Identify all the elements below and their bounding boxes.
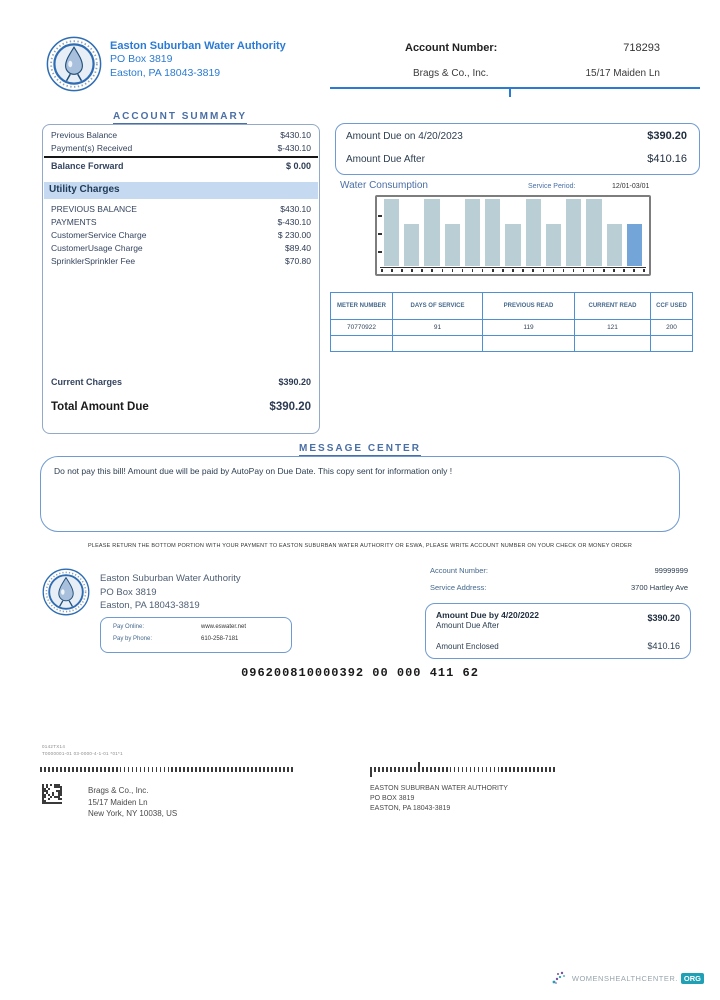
- message-text: Do not pay this bill! Amount due will be paid by AutoPay on Due Date. This copy sent for information only !: [54, 466, 453, 476]
- amount-due-value: $390.20: [647, 130, 687, 142]
- row-label: SprinklerSprinkler Fee: [51, 256, 136, 266]
- chart-bar: [465, 199, 480, 266]
- chart-bar: [607, 224, 622, 266]
- row-label: Balance Forward: [51, 161, 124, 171]
- meter-readings-table: [330, 292, 693, 352]
- customer-address: 15/17 Maiden Ln: [585, 68, 660, 79]
- remit-company-name: Easton Suburban Water Authority: [100, 573, 241, 584]
- row-label: PREVIOUS BALANCE: [51, 204, 137, 214]
- utility-charges-header: Utility Charges: [49, 184, 120, 195]
- intelligent-mail-barcode: [40, 762, 306, 777]
- sender-line1: PO BOX 3819: [370, 795, 415, 802]
- charge-row: [51, 243, 311, 253]
- row-label: Current Charges: [51, 377, 123, 387]
- chart-plot-area: [384, 199, 642, 266]
- mail-meta-line1: 0142TX14: [42, 744, 66, 749]
- row-value: $ 0.00: [285, 161, 311, 171]
- row-value: $390.20: [269, 401, 311, 413]
- cell-previous-read: [483, 336, 575, 352]
- pay-phone-label: Pay by Phone:: [113, 636, 153, 642]
- intelligent-mail-barcode: [370, 762, 566, 777]
- row-value: $70.80: [285, 256, 311, 266]
- col-header: METER NUMBER: [331, 293, 393, 320]
- account-number-value: 718293: [623, 42, 660, 54]
- cell-ccf-used: [651, 336, 693, 352]
- amount-due-box: [335, 123, 700, 175]
- summary-row: [51, 130, 311, 140]
- company-address1: PO Box 3819: [110, 53, 173, 65]
- datamatrix-code: [42, 784, 62, 804]
- sender-line2: EASTON, PA 18043-3819: [370, 805, 451, 812]
- cell-previous-read: 119: [483, 320, 575, 336]
- amount-due-after-value: $410.16: [647, 153, 687, 165]
- watermark-dots-icon: [551, 970, 569, 986]
- chart-bar: [485, 199, 500, 266]
- cell-ccf-used: 200: [651, 320, 693, 336]
- remit-address1: PO Box 3819: [100, 586, 157, 598]
- due-after-label: Amount Due After: [436, 621, 500, 630]
- balance-forward-row: [51, 161, 311, 171]
- sender-address-block: [370, 784, 508, 814]
- chart-bar: [445, 224, 460, 266]
- cell-meter-number: 70770922: [331, 320, 393, 336]
- pay-online-label: Pay Online:: [113, 624, 145, 630]
- chart-bar: [566, 199, 581, 266]
- chart-bar: [546, 224, 561, 266]
- chart-bar: [586, 199, 601, 266]
- sender-name: EASTON SUBURBAN WATER AUTHORITY: [370, 785, 508, 792]
- ocr-scan-line: 096200810000392 00 000 411 62: [241, 666, 479, 680]
- chart-bar: [424, 199, 439, 266]
- message-center-box: [40, 456, 680, 532]
- cell-meter-number: [331, 336, 393, 352]
- chart-bar: [404, 224, 419, 266]
- pay-options-box: [100, 617, 292, 653]
- chart-x-ticks: [381, 269, 645, 273]
- charge-row: [51, 204, 311, 214]
- cell-current-read: [575, 336, 651, 352]
- watermark: [551, 970, 704, 986]
- cell-days-of-service: 91: [393, 320, 483, 336]
- mail-meta-line2: T0000001-01 03-0000-4-1-01 *01*1: [42, 751, 123, 756]
- total-due-row: [51, 401, 311, 413]
- remit-address2: Easton, PA 18043-3819: [100, 600, 200, 611]
- chart-bar: [384, 199, 399, 266]
- summary-divider: [44, 156, 318, 158]
- table-row: [331, 336, 693, 352]
- table-row: [331, 320, 693, 336]
- recipient-line1: 15/17 Maiden Ln: [88, 797, 148, 807]
- service-address-label: Service Address:: [430, 583, 487, 592]
- company-logo-icon: [46, 36, 102, 92]
- account-number-label: Account Number:: [405, 42, 498, 54]
- header-divider-tick: [509, 88, 511, 97]
- cell-days-of-service: [393, 336, 483, 352]
- cell-current-read: 121: [575, 320, 651, 336]
- service-period-label: Service Period:: [528, 183, 576, 190]
- row-value: $430.10: [280, 130, 311, 140]
- due-value: $390.20: [647, 613, 680, 623]
- col-header: DAYS OF SERVICE: [393, 293, 483, 320]
- col-header: CCF USED: [651, 293, 693, 320]
- remit-account-number-label: Account Number:: [430, 566, 488, 575]
- amount-due-after-label: Amount Due After: [346, 154, 425, 165]
- account-summary-title: ACCOUNT SUMMARY: [112, 111, 248, 122]
- row-label: Previous Balance: [51, 130, 118, 140]
- remit-company-block: [100, 572, 241, 613]
- chart-bar: [505, 224, 520, 266]
- amount-due-label: Amount Due on 4/20/2023: [346, 131, 463, 142]
- account-summary-box: [42, 124, 320, 434]
- col-header: PREVIOUS READ: [483, 293, 575, 320]
- company-logo-small-icon: [42, 568, 90, 616]
- chart-bar: [526, 199, 541, 266]
- company-address2: Easton, PA 18043-3819: [110, 67, 221, 79]
- return-portion-notice: PLEASE RETURN THE BOTTOM PORTION WITH YOUR PAYMENT TO EASTON SUBURBAN WATER AUTHORITY OR ESWA, PLEASE WRITE ACCOUNT NUMBER ON YOUR CHECK OR MONEY ORDER: [87, 543, 633, 549]
- water-consumption-chart: [375, 195, 651, 276]
- customer-name: Brags & Co., Inc.: [413, 68, 489, 79]
- current-charges-row: [51, 377, 311, 387]
- summary-row: [51, 143, 311, 153]
- service-address-value: 3700 Hartley Ave: [631, 583, 688, 592]
- amount-enclosed-label: Amount Enclosed: [436, 642, 499, 651]
- recipient-address-block: [88, 785, 177, 820]
- watermark-text: WOMENSHEALTHCENTER.: [571, 973, 678, 983]
- company-address-block: [110, 40, 286, 80]
- row-label: CustomerUsage Charge: [51, 243, 143, 253]
- recipient-line2: New York, NY 10038, US: [88, 809, 178, 818]
- row-value: $-430.10: [277, 143, 311, 153]
- message-center-title: MESSAGE CENTER: [299, 443, 421, 454]
- header-divider: [330, 87, 700, 89]
- charge-row: [51, 256, 311, 266]
- utility-charges-band: [44, 182, 318, 199]
- table-header-row: [331, 293, 693, 320]
- row-value: $-430.10: [277, 217, 311, 227]
- row-value: $390.20: [278, 377, 311, 387]
- amount-due-stub-box: [425, 603, 691, 659]
- charge-row: [51, 230, 311, 240]
- row-value: $430.10: [280, 204, 311, 214]
- charge-row: [51, 217, 311, 227]
- recipient-name: Brags & Co., Inc.: [88, 786, 149, 795]
- row-value: $ 230.00: [277, 230, 311, 240]
- service-period-value: 12/01-03/01: [612, 183, 650, 190]
- remit-account-number-value: 99999999: [654, 566, 688, 575]
- row-label: Payment(s) Received: [51, 143, 133, 153]
- row-value: $89.40: [285, 243, 311, 253]
- company-name: Easton Suburban Water Authority: [110, 40, 286, 52]
- pay-online-value: www.eswater.net: [201, 624, 247, 630]
- row-label: PAYMENTS: [51, 217, 97, 227]
- row-label: CustomerService Charge: [51, 230, 147, 240]
- water-consumption-title: Water Consumption: [340, 180, 428, 191]
- pay-phone-value: 610-258-7181: [201, 636, 239, 642]
- chart-bar: [627, 224, 642, 266]
- amount-enclosed-value: $410.16: [647, 641, 680, 651]
- watermark-org-badge: ORG: [681, 973, 704, 984]
- col-header: CURRENT READ: [575, 293, 651, 320]
- row-label: Total Amount Due: [51, 401, 149, 413]
- due-by-label: Amount Due by 4/20/2022: [436, 610, 539, 620]
